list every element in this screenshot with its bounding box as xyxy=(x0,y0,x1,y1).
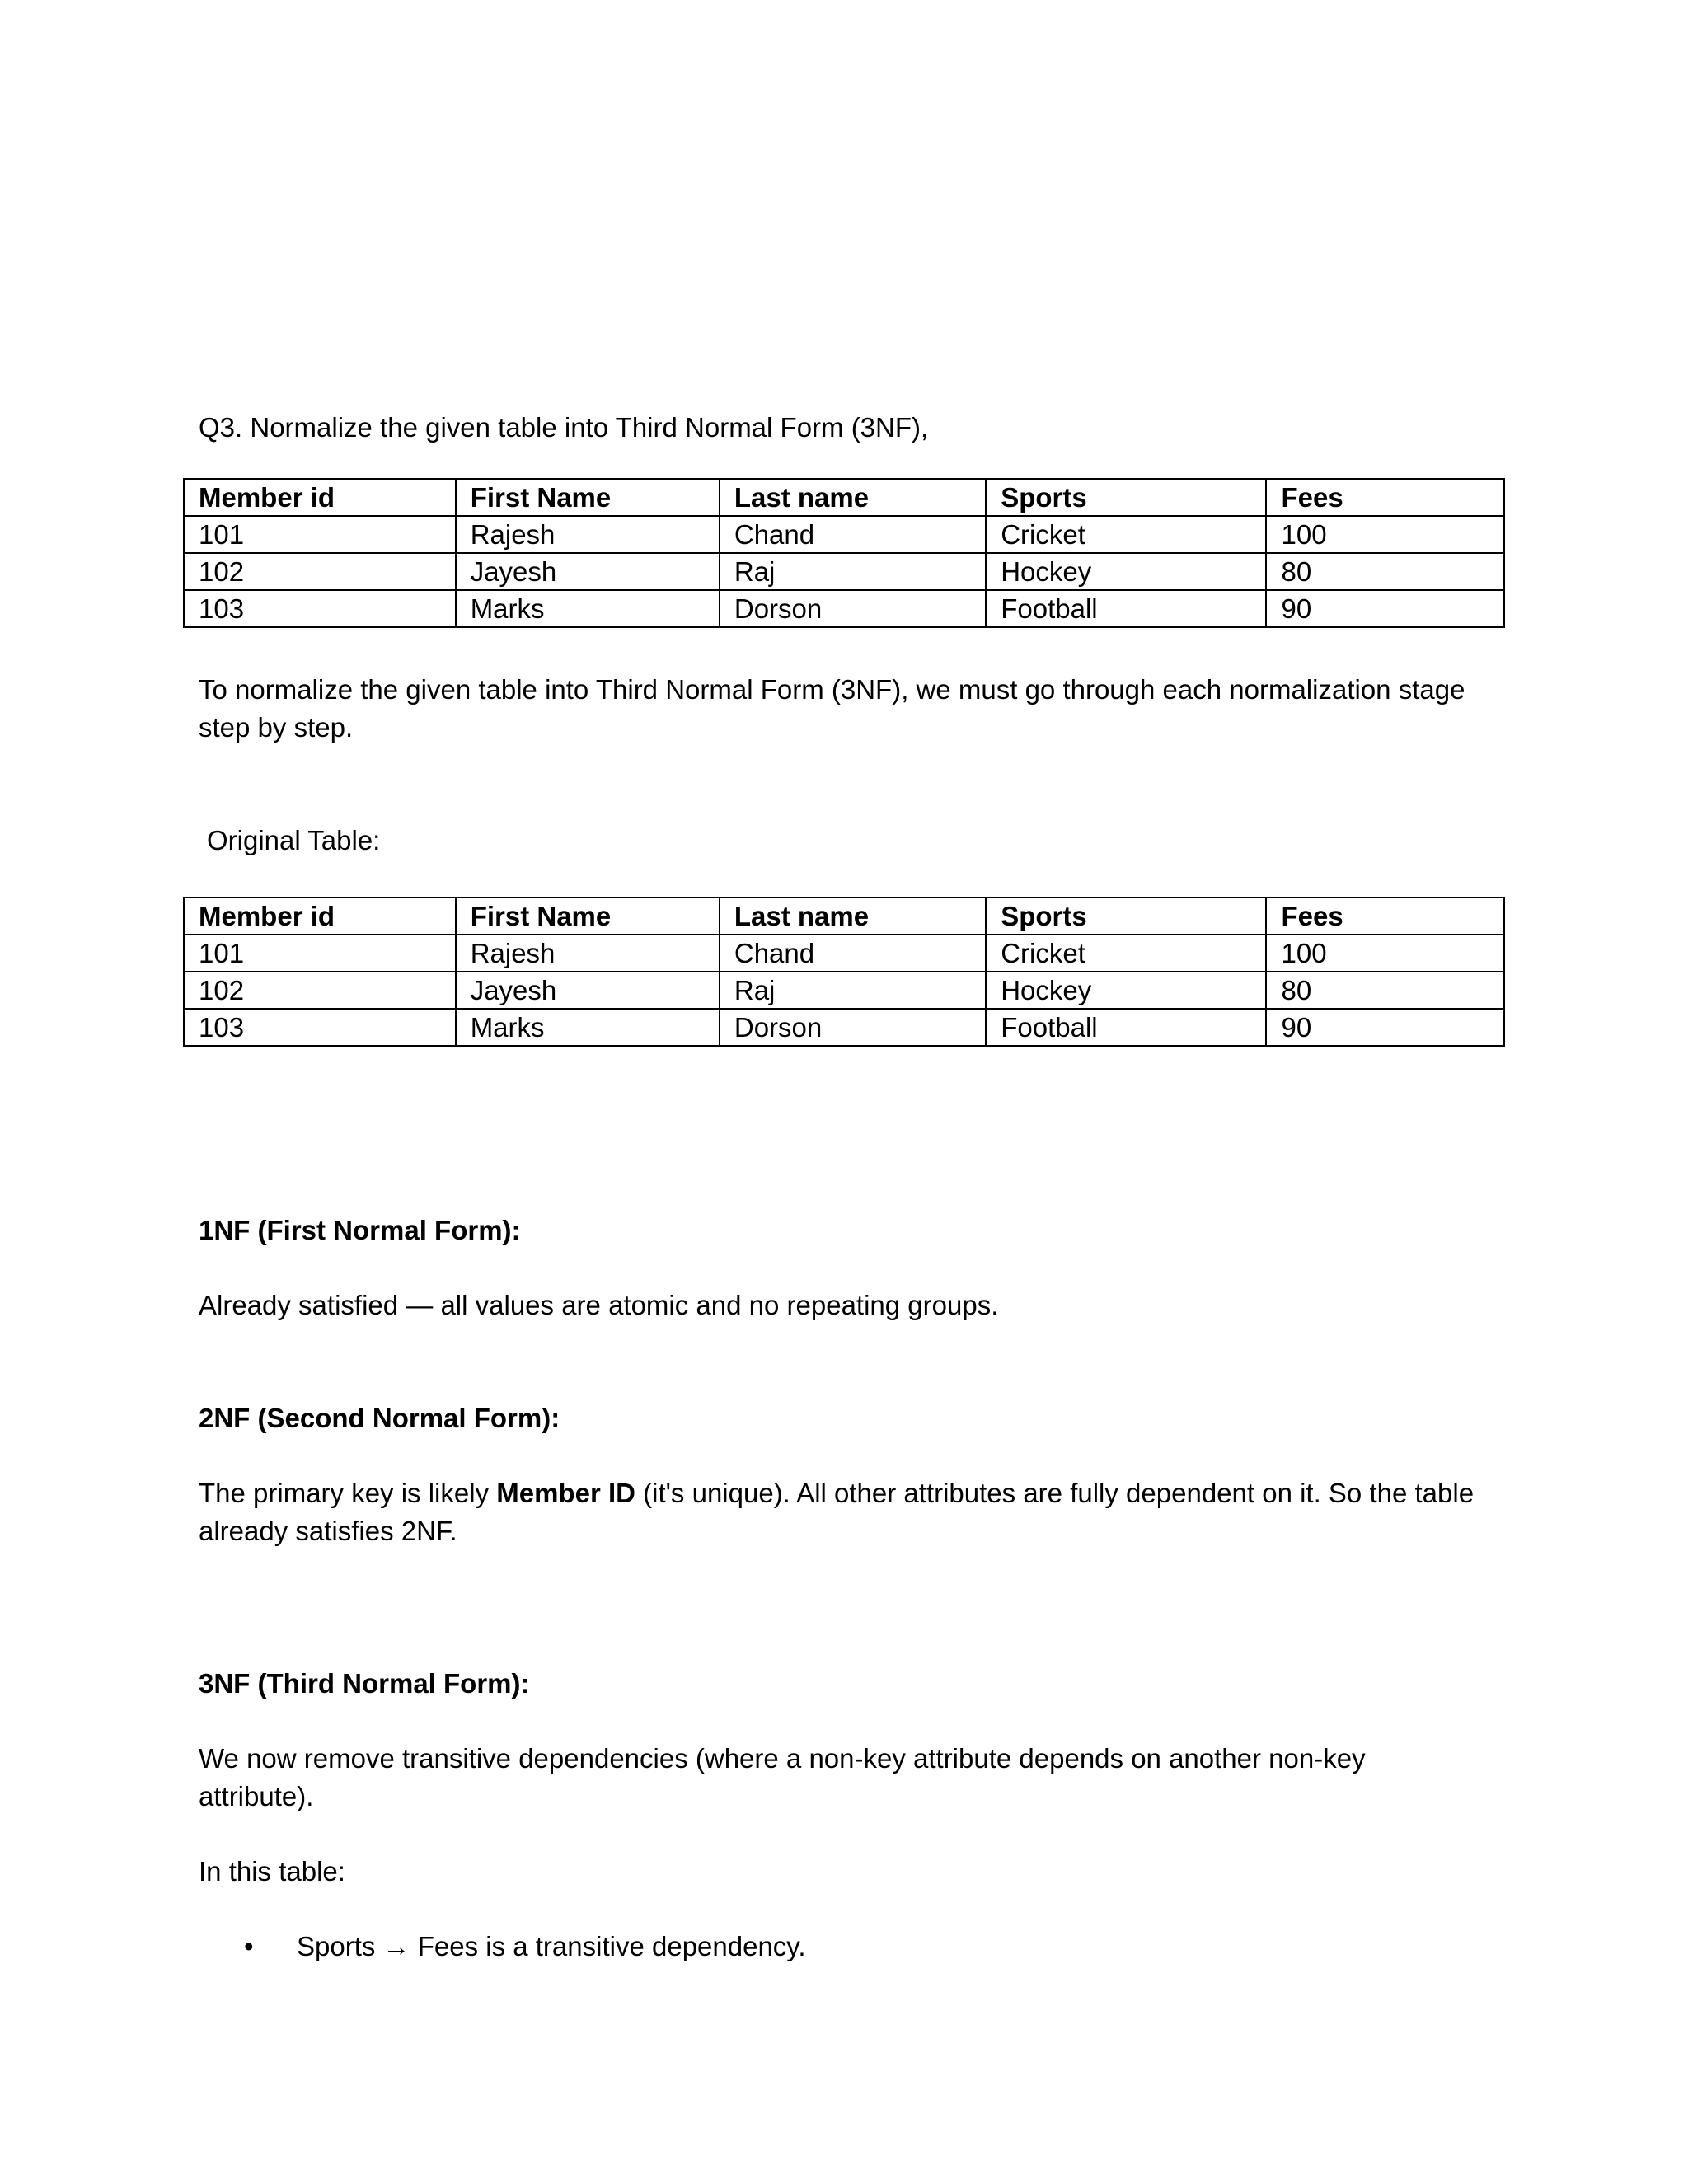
table-cell: 101 xyxy=(184,935,456,972)
nf1-text: Already satisfied — all values are atomic and no repeating groups. xyxy=(199,1290,999,1320)
table-cell: Dorson xyxy=(720,590,986,627)
bullet-text: Sports → Fees is a transitive dependency. xyxy=(297,1931,806,1961)
header-cell-member-id: Member id xyxy=(184,898,456,935)
table-header-row xyxy=(184,479,1504,516)
table-cell: Cricket xyxy=(986,935,1266,972)
table-cell: 100 xyxy=(1266,935,1504,972)
table-cell: 102 xyxy=(184,972,456,1009)
table-cell: Dorson xyxy=(720,1009,986,1046)
table-cell: Marks xyxy=(456,590,720,627)
table-row xyxy=(184,1009,1504,1046)
header-cell-first-name: First Name xyxy=(456,898,720,935)
table-cell: Raj xyxy=(720,553,986,590)
intro-paragraph: To normalize the given table into Third Normal Form (3NF), we must go through each normalization stage step by step. xyxy=(199,674,1465,743)
table-cell: 103 xyxy=(184,590,456,627)
table-row xyxy=(184,590,1504,627)
header-cell-last-name: Last name xyxy=(720,479,986,516)
table-row xyxy=(184,935,1504,972)
original-table-label: Original Table: xyxy=(207,825,381,855)
table-cell: Chand xyxy=(720,516,986,553)
table-row xyxy=(184,553,1504,590)
table-cell: 100 xyxy=(1266,516,1504,553)
bullet-icon: • xyxy=(244,1931,254,1961)
header-cell-fees: Fees xyxy=(1266,479,1504,516)
question-text: Q3. Normalize the given table into Third Normal Form (3NF), xyxy=(199,412,929,443)
nf3-paragraph: We now remove transitive dependencies (where a non-key attribute depends on another non-key attribute). xyxy=(199,1743,1366,1811)
table-cell: 80 xyxy=(1266,553,1504,590)
table-cell: Football xyxy=(986,1009,1266,1046)
table-cell: 103 xyxy=(184,1009,456,1046)
header-cell-sports: Sports xyxy=(986,479,1266,516)
nf2-text-after: (it's unique). All other attributes are fully dependent on it. So the table already satisfies 2NF. xyxy=(199,1478,1475,1546)
header-cell-member-id: Member id xyxy=(184,479,456,516)
nf2-text-before: The primary key is likely xyxy=(199,1478,497,1508)
header-cell-first-name: First Name xyxy=(456,479,720,516)
table-cell: 90 xyxy=(1266,1009,1504,1046)
table-cell: Hockey xyxy=(986,553,1266,590)
nf2-primary-key: Member ID xyxy=(496,1478,635,1508)
table-cell: Rajesh xyxy=(456,516,720,553)
nf3-heading: 3NF (Third Normal Form): xyxy=(199,1668,530,1699)
original-table xyxy=(183,897,1505,1047)
in-this-table-text: In this table: xyxy=(199,1856,345,1886)
table-cell: Rajesh xyxy=(456,935,720,972)
nf2-paragraph xyxy=(199,1474,1484,1550)
header-cell-last-name: Last name xyxy=(720,898,986,935)
table-row xyxy=(184,516,1504,553)
table-cell: Cricket xyxy=(986,516,1266,553)
nf1-heading: 1NF (First Normal Form): xyxy=(199,1215,521,1245)
given-table xyxy=(183,478,1505,628)
table-row xyxy=(184,972,1504,1009)
table-cell: 102 xyxy=(184,553,456,590)
table-cell: Football xyxy=(986,590,1266,627)
table-cell: Marks xyxy=(456,1009,720,1046)
table-cell: Jayesh xyxy=(456,972,720,1009)
table-cell: Raj xyxy=(720,972,986,1009)
table-cell: Hockey xyxy=(986,972,1266,1009)
table-header-row xyxy=(184,898,1504,935)
table-cell: 101 xyxy=(184,516,456,553)
header-cell-fees: Fees xyxy=(1266,898,1504,935)
table-cell: Chand xyxy=(720,935,986,972)
table-cell: 80 xyxy=(1266,972,1504,1009)
header-cell-sports: Sports xyxy=(986,898,1266,935)
table-cell: 90 xyxy=(1266,590,1504,627)
nf2-heading: 2NF (Second Normal Form): xyxy=(199,1403,560,1433)
table-cell: Jayesh xyxy=(456,553,720,590)
